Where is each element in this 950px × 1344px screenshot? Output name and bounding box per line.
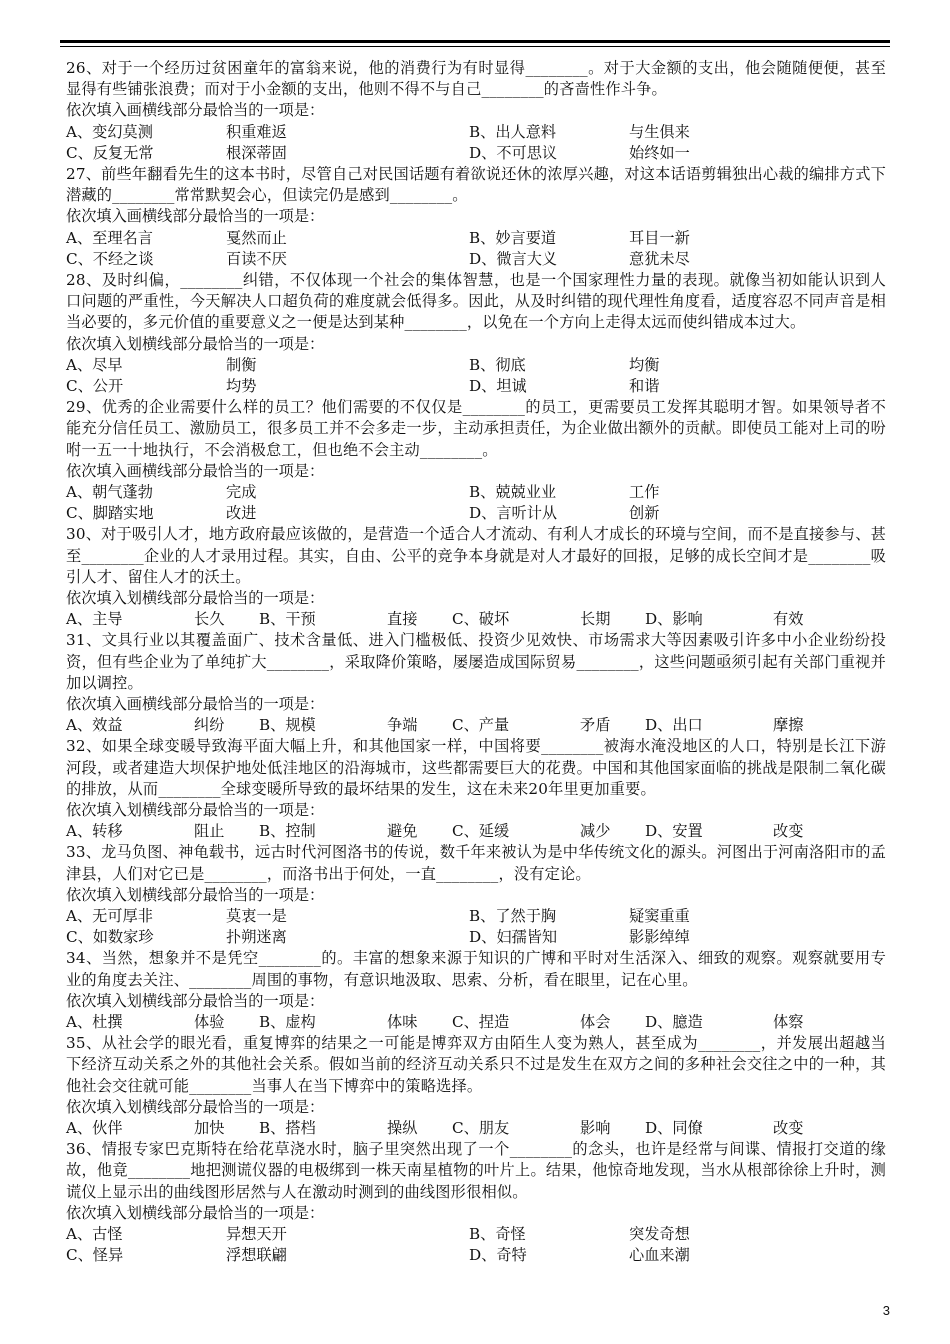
question-item <box>66 842 886 948</box>
answer-option[interactable] <box>469 1245 872 1266</box>
option-first-word: D、不可思议 <box>469 143 558 162</box>
option-first-word: A、主导 <box>66 610 123 629</box>
option-first-word: D、出口 <box>645 716 703 735</box>
answer-option[interactable] <box>452 1012 645 1033</box>
question-item <box>66 1139 886 1266</box>
option-first-word: D、臆造 <box>645 1012 703 1031</box>
option-row <box>66 1245 886 1266</box>
answer-option[interactable] <box>66 482 469 503</box>
option-row <box>66 715 886 736</box>
question-stem: 34、当然，想象并不是凭空________的。丰富的想象来源于知识的广博和平时对生活深入、细致的观察。观察就要用专业的角度去关注、________周围的事物，有意识地汲取、思索、分析，看在眼里，记在心里。 <box>66 949 886 989</box>
option-second-word: 均势 <box>226 376 257 395</box>
question-prompt: 依次填入画横线部分最恰当的一项是： <box>66 461 325 480</box>
question-stem: 29、优秀的企业需要什么样的员工？他们需要的不仅仅是________的员工，更需要员工发挥其聪明才智。如果领导者不能充分信任员工、激励员工，很多员工并不会多走一步，主动承担责任，为企业做出额外的贡献。即使员工能对上司的吩咐一五一十地执行，不会消极怠工，但也绝不会主动________。 <box>66 398 886 459</box>
option-first-word: B、兢兢业业 <box>469 482 557 501</box>
option-first-word: A、转移 <box>66 822 123 841</box>
option-second-word: 加快 <box>194 1118 225 1137</box>
option-second-word: 直接 <box>387 610 418 629</box>
question-stem: 33、龙马负图、神龟载书，远古时代河图洛书的传说，数千年来被认为是中华传统文化的源头。河图出于河南洛阳市的孟津县，人们对它已是________，而洛书出于何处，一直________，没有定论。 <box>66 843 886 883</box>
question-prompt: 依次填入划横线部分最恰当的一项是： <box>66 800 325 819</box>
question-item <box>66 270 886 397</box>
question-item <box>66 630 886 736</box>
option-second-word: 百读不厌 <box>226 249 287 268</box>
answer-option[interactable] <box>259 1012 452 1033</box>
option-first-word: B、规模 <box>259 716 316 735</box>
option-second-word: 影响 <box>580 1118 611 1137</box>
option-second-word: 异想天开 <box>226 1224 287 1243</box>
option-second-word: 莫衷一是 <box>226 906 287 925</box>
option-second-word: 创新 <box>629 504 660 523</box>
question-stem: 32、如果全球变暖导致海平面大幅上升，和其他国家一样，中国将要________被海水淹没地区的人口，特别是长江下游河段，或者建造大坝保护地处低洼地区的沿海城市，这些都需要巨大的花费。中国和其他国家面临的挑战是限制二氧化碳的排放，从而________全球变暖所导致的最坏结果的发生，这在未来20年里更加重要。 <box>66 737 886 798</box>
option-second-word: 避免 <box>387 822 418 841</box>
option-second-word: 耳目一新 <box>629 228 690 247</box>
answer-option[interactable] <box>645 1118 838 1139</box>
option-first-word: B、了然于胸 <box>469 906 557 925</box>
question-prompt: 依次填入划横线部分最恰当的一项是： <box>66 991 325 1010</box>
answer-option[interactable] <box>452 821 645 842</box>
option-second-word: 矛盾 <box>580 716 611 735</box>
answer-option[interactable] <box>66 228 469 249</box>
answer-option[interactable] <box>469 143 872 164</box>
option-first-word: B、彻底 <box>469 355 526 374</box>
option-first-word: B、控制 <box>259 822 316 841</box>
option-second-word: 扑朔迷离 <box>226 928 287 947</box>
header-rule-thick <box>60 40 890 43</box>
option-second-word: 摩擦 <box>773 716 804 735</box>
answer-option[interactable] <box>469 249 872 270</box>
option-second-word: 疑窦重重 <box>629 906 690 925</box>
option-row <box>66 821 886 842</box>
option-first-word: A、无可厚非 <box>66 906 153 925</box>
option-first-word: C、捏造 <box>452 1012 510 1031</box>
option-first-word: C、产量 <box>452 716 510 735</box>
option-first-word: B、出人意料 <box>469 122 557 141</box>
answer-option[interactable] <box>469 355 872 376</box>
answer-option[interactable] <box>66 821 259 842</box>
option-row <box>66 249 886 270</box>
option-first-word: C、反复无常 <box>66 143 154 162</box>
option-second-word: 积重难返 <box>226 122 287 141</box>
option-second-word: 心血来潮 <box>629 1246 690 1265</box>
option-row <box>66 609 886 630</box>
option-first-word: C、脚踏实地 <box>66 504 154 523</box>
option-row <box>66 927 886 948</box>
option-first-word: D、影响 <box>645 610 703 629</box>
question-prompt: 依次填入划横线部分最恰当的一项是： <box>66 1203 325 1222</box>
option-second-word: 有效 <box>773 610 804 629</box>
option-first-word: C、延缓 <box>452 822 510 841</box>
option-first-word: B、虚构 <box>259 1012 316 1031</box>
question-stem: 27、前些年翻看先生的这本书时，尽管自己对民国话题有着欲说还休的浓厚兴趣，对这本话语剪辑独出心裁的编排方式下潜藏的________常常默契会心，但读完仍是感到________。 <box>66 164 886 205</box>
option-first-word: A、至理名言 <box>66 228 153 247</box>
option-first-word: D、微言大义 <box>469 249 558 268</box>
option-second-word: 影影绰绰 <box>629 928 690 947</box>
answer-option[interactable] <box>259 715 452 736</box>
question-stem: 36、情报专家巴克斯特在给花草浇水时，脑子里突然出现了一个________的念头，也许是经常与间谍、情报打交道的缘故，他竟________地把测谎仪器的电极绑到一株天南星植物的叶片上。结果，他惊奇地发现，当水从根部徐徐上升时，测谎仪上显示出的曲线图形居然与人在激动时测到的曲线图形很相似。 <box>66 1140 886 1201</box>
option-first-word: C、朋友 <box>452 1118 510 1137</box>
option-second-word: 和谐 <box>629 376 660 395</box>
option-row <box>66 503 886 524</box>
answer-option[interactable] <box>66 503 469 524</box>
option-first-word: B、搭档 <box>259 1118 316 1137</box>
option-row <box>66 1118 886 1139</box>
option-row <box>66 1224 886 1245</box>
option-row <box>66 376 886 397</box>
option-row <box>66 482 886 503</box>
option-row <box>66 1012 886 1033</box>
answer-option[interactable] <box>66 1224 469 1245</box>
answer-option[interactable] <box>452 609 645 630</box>
answer-option[interactable] <box>469 228 872 249</box>
answer-option[interactable] <box>66 906 469 927</box>
question-stem: 30、对于吸引人才，地方政府最应该做的，是营造一个适合人才流动、有利人才成长的环境与空间，而不是直接参与、甚至________企业的人才录用过程。其实，自由、公平的竞争本身就是对人才最好的回报，足够的成长空间才是________吸引人才、留住人才的沃土。 <box>66 525 886 586</box>
header-rule-thin <box>60 46 890 47</box>
question-stem: 26、对于一个经历过贫困童年的富翁来说，他的消费行为有时显得________。对于大金额的支出，他会随随便便，甚至显得有些铺张浪费；而对于小金额的支出，他则不得不与自己________的吝啬性作斗争。 <box>66 59 886 99</box>
option-first-word: B、妙言要道 <box>469 228 557 247</box>
question-prompt: 依次填入画横线部分最恰当的一项是： <box>66 694 325 713</box>
option-second-word: 操纵 <box>387 1118 418 1137</box>
answer-option[interactable] <box>66 122 469 143</box>
option-second-word: 长久 <box>194 610 225 629</box>
question-stem: 35、从社会学的眼光看，重复博弈的结果之一可能是博弈双方由陌生人变为熟人，甚至成为________，并发展出超越当下经济互动关系之外的其他社会关系。假如当前的经济互动关系只不过是发生在双方之间的多种社会交往之中的一种，其他社会交往就可能________当事人在当下博弈中的策略选择。 <box>66 1034 886 1095</box>
answer-option[interactable] <box>469 376 872 397</box>
page-number: 3 <box>882 1303 890 1318</box>
option-second-word: 纠纷 <box>194 716 225 735</box>
option-second-word: 争端 <box>387 716 418 735</box>
option-second-word: 完成 <box>226 482 257 501</box>
option-second-word: 意犹未尽 <box>629 249 690 268</box>
option-second-word: 始终如一 <box>629 143 690 162</box>
option-first-word: D、坦诚 <box>469 376 527 395</box>
question-item <box>66 58 886 164</box>
question-stem: 31、文具行业以其覆盖面广、技术含量低、进入门槛极低、投资少见效快、市场需求大等因素吸引许多中小企业纷纷投资，但有些企业为了单纯扩大________，采取降价策略，屡屡造成国际贸易________，这些问题亟须引起有关部门重视并加以调控。 <box>66 631 886 692</box>
question-stem: 28、及时纠偏，________纠错，不仅体现一个社会的集体智慧，也是一个国家理性力量的表现。就像当初如能认识到人口问题的严重性，今天解决人口超负荷的难度就会低得多。因此，从及时纠错的现代理性角度看，适度容忍不同声音是相当必要的，多元价值的重要意义之一便是达到某种________，以免在一个方向上走得太远而使纠错成本过大。 <box>66 270 886 332</box>
question-item <box>66 164 886 270</box>
question-prompt: 依次填入画横线部分最恰当的一项是： <box>66 101 325 120</box>
option-first-word: A、杜撰 <box>66 1012 123 1031</box>
option-first-word: C、怪异 <box>66 1246 124 1265</box>
option-second-word: 与生俱来 <box>629 122 690 141</box>
answer-option[interactable] <box>66 143 469 164</box>
answer-option[interactable] <box>645 609 838 630</box>
answer-option[interactable] <box>469 503 872 524</box>
answer-option[interactable] <box>66 376 469 397</box>
option-second-word: 体味 <box>387 1012 418 1031</box>
answer-option[interactable] <box>645 1012 838 1033</box>
answer-option[interactable] <box>66 715 259 736</box>
option-row <box>66 122 886 143</box>
option-first-word: D、妇孺皆知 <box>469 928 558 947</box>
option-second-word: 改变 <box>773 1118 804 1137</box>
option-first-word: A、伙伴 <box>66 1118 123 1137</box>
option-second-word: 工作 <box>629 482 660 501</box>
question-item <box>66 948 886 1033</box>
option-first-word: D、安置 <box>645 822 703 841</box>
question-item <box>66 524 886 630</box>
question-prompt: 依次填入划横线部分最恰当的一项是： <box>66 885 325 904</box>
answer-option[interactable] <box>259 821 452 842</box>
answer-option[interactable] <box>66 1245 469 1266</box>
option-first-word: A、尽早 <box>66 355 123 374</box>
option-first-word: B、奇怪 <box>469 1224 526 1243</box>
answer-option[interactable] <box>66 249 469 270</box>
answer-option[interactable] <box>469 482 872 503</box>
question-prompt: 依次填入划横线部分最恰当的一项是： <box>66 334 325 353</box>
answer-option[interactable] <box>645 715 838 736</box>
answer-option[interactable] <box>66 355 469 376</box>
option-second-word: 均衡 <box>629 355 660 374</box>
option-second-word: 改进 <box>226 504 257 523</box>
option-second-word: 根深蒂固 <box>226 143 287 162</box>
question-prompt: 依次填入划横线部分最恰当的一项是： <box>66 1097 325 1116</box>
question-item <box>66 1033 886 1139</box>
answer-option[interactable] <box>259 1118 452 1139</box>
answer-option[interactable] <box>469 927 872 948</box>
option-second-word: 体察 <box>773 1012 804 1031</box>
option-first-word: B、干预 <box>259 610 316 629</box>
option-first-word: C、不经之谈 <box>66 249 154 268</box>
option-first-word: D、言听计从 <box>469 504 558 523</box>
option-second-word: 戛然而止 <box>226 228 287 247</box>
option-first-word: C、如数家珍 <box>66 928 154 947</box>
question-item <box>66 397 886 524</box>
option-second-word: 突发奇想 <box>629 1224 690 1243</box>
answer-option[interactable] <box>66 1118 259 1139</box>
question-list <box>66 58 886 1266</box>
option-row <box>66 906 886 927</box>
option-row <box>66 355 886 376</box>
question-item <box>66 736 886 842</box>
option-second-word: 浮想联翩 <box>226 1246 287 1265</box>
answer-option[interactable] <box>66 927 469 948</box>
answer-option[interactable] <box>469 906 872 927</box>
answer-option[interactable] <box>66 609 259 630</box>
option-first-word: D、同僚 <box>645 1118 703 1137</box>
option-second-word: 阻止 <box>194 822 225 841</box>
option-second-word: 体验 <box>194 1012 225 1031</box>
option-first-word: A、效益 <box>66 716 123 735</box>
option-second-word: 制衡 <box>226 355 257 374</box>
option-first-word: A、朝气蓬勃 <box>66 482 153 501</box>
answer-option[interactable] <box>645 821 838 842</box>
answer-option[interactable] <box>259 609 452 630</box>
option-second-word: 改变 <box>773 822 804 841</box>
answer-option[interactable] <box>452 1118 645 1139</box>
answer-option[interactable] <box>469 1224 872 1245</box>
option-second-word: 减少 <box>580 822 611 841</box>
option-second-word: 体会 <box>580 1012 611 1031</box>
option-first-word: C、公开 <box>66 376 124 395</box>
question-prompt: 依次填入划横线部分最恰当的一项是： <box>66 588 325 607</box>
answer-option[interactable] <box>452 715 645 736</box>
option-second-word: 长期 <box>580 610 611 629</box>
option-row <box>66 228 886 249</box>
question-prompt: 依次填入画横线部分最恰当的一项是： <box>66 207 325 226</box>
option-first-word: C、破坏 <box>452 610 510 629</box>
option-first-word: D、奇特 <box>469 1246 527 1265</box>
option-first-word: A、变幻莫测 <box>66 122 153 141</box>
answer-option[interactable] <box>469 122 872 143</box>
option-row <box>66 143 886 164</box>
option-first-word: A、古怪 <box>66 1224 123 1243</box>
answer-option[interactable] <box>66 1012 259 1033</box>
